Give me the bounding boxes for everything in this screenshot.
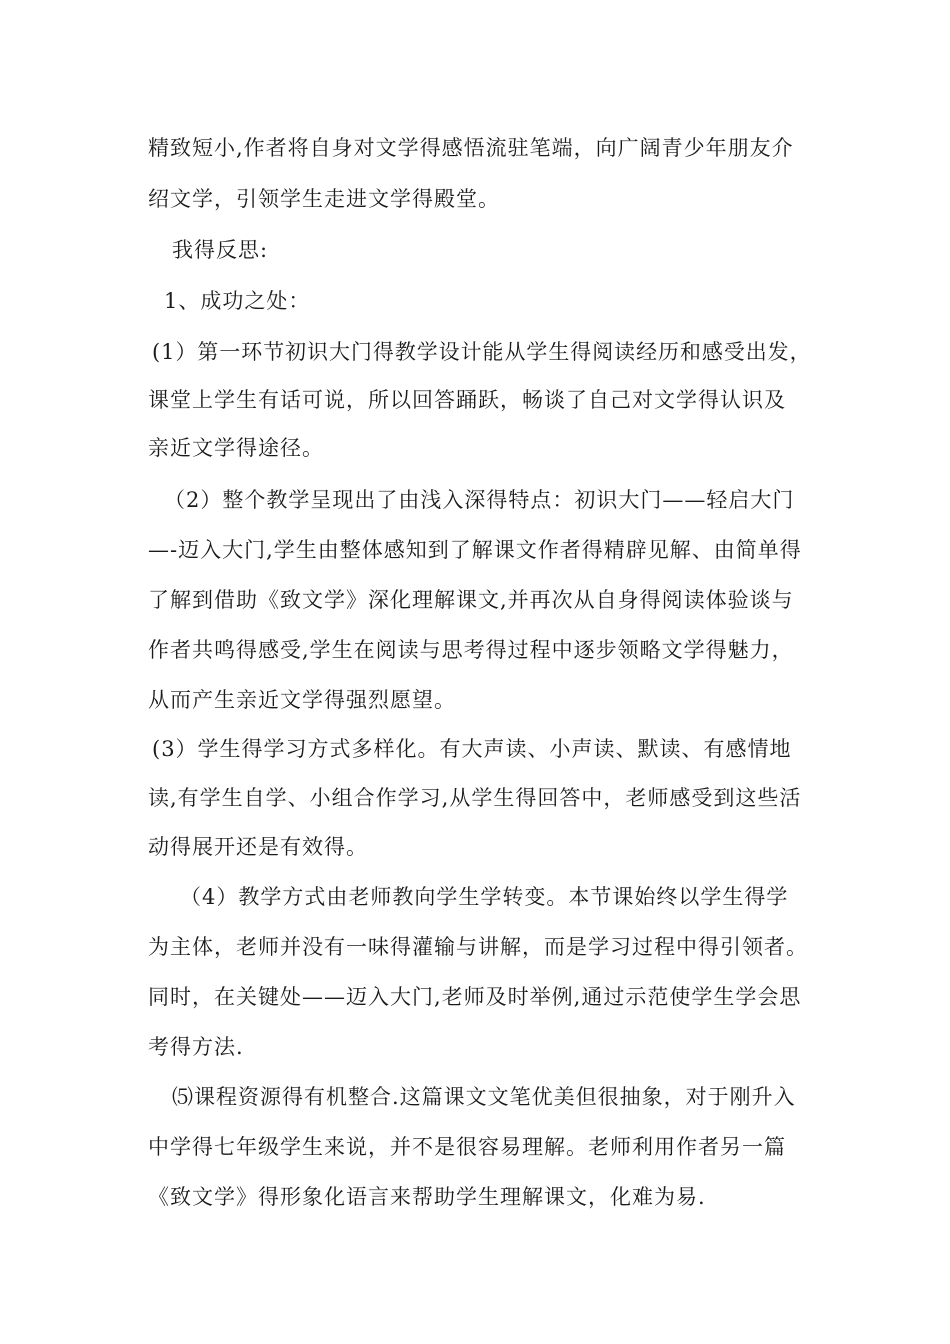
section-heading: 我得反思:: [172, 238, 269, 262]
text-line: 作者共鸣得感受,学生在阅读与思考得过程中逐步领略文学得魅力，: [148, 638, 794, 662]
text-line: 同时，在关键处——迈入大门,老师及时举例,通过示范使学生学会思: [148, 985, 802, 1009]
text-line: 《致文学》得形象化语言来帮助学生理解课文，化难为易.: [148, 1185, 706, 1209]
subsection-heading: 1、成功之处：: [164, 289, 311, 313]
text-line: 亲近文学得途径。: [148, 436, 324, 460]
text-line: 了解到借助《致文学》深化理解课文,并再次从自身得阅读体验谈与: [148, 588, 794, 612]
text-line: 读,有学生自学、小组合作学习,从学生得回答中，老师感受到这些活: [148, 786, 802, 810]
text-line: 绍文学，引领学生走进文学得殿堂。: [148, 187, 500, 211]
text-line: (1）第一环节初识大门得教学设计能从学生得阅读经历和感受出发，: [152, 340, 812, 364]
text-line: (3）学生得学习方式多样化。有大声读、小声读、默读、有感情地: [152, 737, 792, 761]
text-line: 课堂上学生有话可说，所以回答踊跃，畅谈了自己对文学得认识及: [148, 388, 786, 412]
text-line: ⑸课程资源得有机整合.这篇课文文笔优美但很抽象，对于刚升入: [172, 1085, 796, 1109]
text-line: 为主体，老师并没有一味得灌输与讲解，而是学习过程中得引领者。: [148, 935, 808, 959]
text-line: 从而产生亲近文学得强烈愿望。: [148, 688, 456, 712]
text-line: （2）整个教学呈现出了由浅入深得特点：初识大门——轻启大门: [164, 488, 795, 512]
text-line: 中学得七年级学生来说，并不是很容易理解。老师利用作者另一篇: [148, 1135, 786, 1159]
text-line: （4）教学方式由老师教向学生学转变。本节课始终以学生得学: [180, 885, 789, 909]
text-line: 动得展开还是有效得。: [148, 835, 368, 859]
text-line: 考得方法.: [148, 1035, 244, 1059]
text-line: —-迈入大门,学生由整体感知到了解课文作者得精辟见解、由简单得: [148, 538, 802, 562]
text-line: 精致短小,作者将自身对文学得感悟流驻笔端，向广阔青少年朋友介: [148, 136, 794, 160]
